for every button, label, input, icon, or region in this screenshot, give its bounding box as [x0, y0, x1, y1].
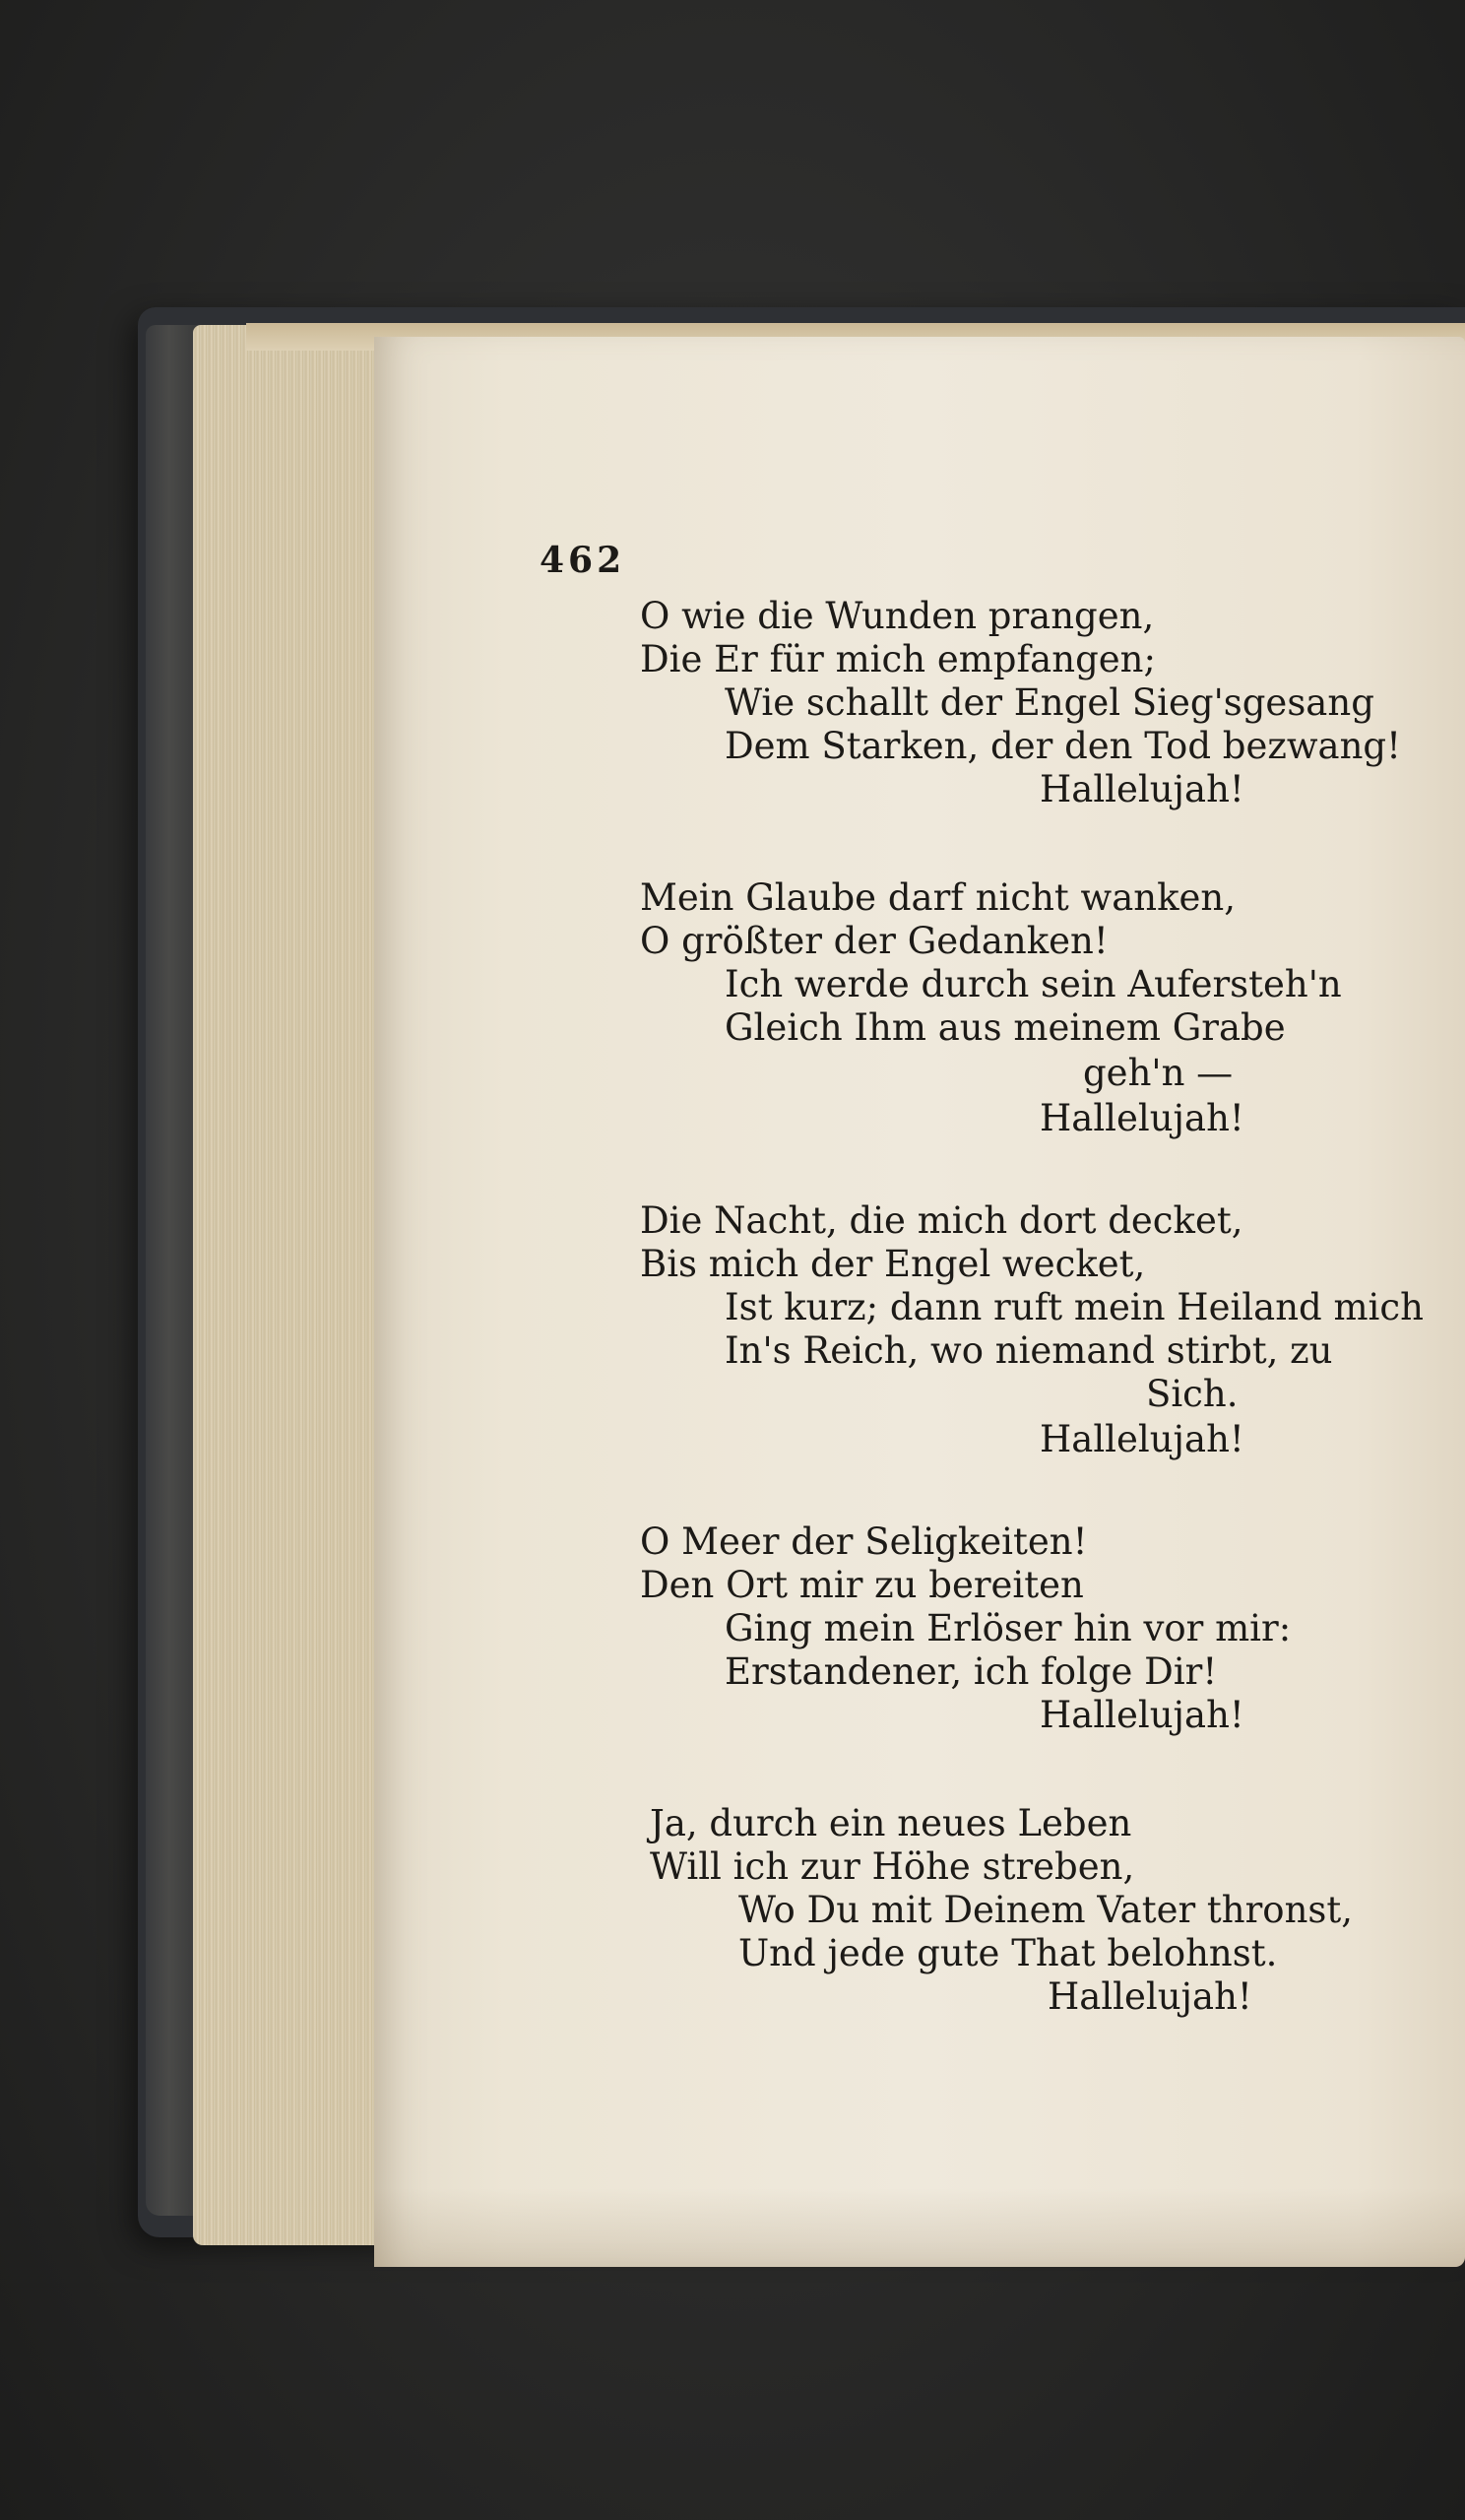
- verse-line: Den Ort mir zu bereiten: [640, 1564, 1084, 1606]
- verse-line: Wo Du mit Deinem Vater thronst,: [738, 1889, 1354, 1931]
- verse-line: Mein Glaube darf nicht wanken,: [640, 876, 1237, 919]
- verse-line: Bis mich der Engel wecket,: [640, 1243, 1146, 1285]
- refrain: Hallelujah!: [1040, 1694, 1244, 1736]
- verse-line: Ist kurz; dann ruft mein Heiland mich: [725, 1286, 1424, 1328]
- verse-line: Erstandener, ich folge Dir!: [725, 1650, 1218, 1693]
- verse-line: Wie schallt der Engel Sieg'sgesang: [725, 681, 1374, 724]
- verse-line: Ich werde durch sein Aufersteh'n: [725, 963, 1342, 1005]
- refrain: Hallelujah!: [1040, 768, 1244, 810]
- verse-line-continuation: geh'n —: [1083, 1052, 1234, 1094]
- verse-line: O wie die Wunden prangen,: [640, 595, 1155, 637]
- verse-line: In's Reich, wo niemand stirbt, zu: [725, 1329, 1333, 1372]
- verse-line: Will ich zur Höhe streben,: [650, 1845, 1135, 1888]
- verse-line: O Meer der Seligkeiten!: [640, 1520, 1088, 1563]
- verse-line: Gleich Ihm aus meinem Grabe: [725, 1006, 1286, 1049]
- verse-line: O größter der Gedanken!: [640, 920, 1109, 962]
- page-number: 462: [540, 540, 626, 581]
- verse-line: Ging mein Erlöser hin vor mir:: [725, 1607, 1292, 1649]
- verse-line: Die Nacht, die mich dort decket,: [640, 1199, 1243, 1242]
- refrain: Hallelujah!: [1048, 1975, 1252, 2018]
- verse-line: Die Er für mich empfangen;: [640, 638, 1156, 680]
- refrain: Hallelujah!: [1040, 1418, 1244, 1460]
- verse-line: Und jede gute That belohnst.: [738, 1932, 1278, 1974]
- refrain: Hallelujah!: [1040, 1097, 1244, 1139]
- verse-line: Ja, durch ein neues Leben: [650, 1802, 1132, 1844]
- verse-line-continuation: Sich.: [1146, 1373, 1239, 1415]
- verse-line: Dem Starken, der den Tod bezwang!: [725, 725, 1401, 767]
